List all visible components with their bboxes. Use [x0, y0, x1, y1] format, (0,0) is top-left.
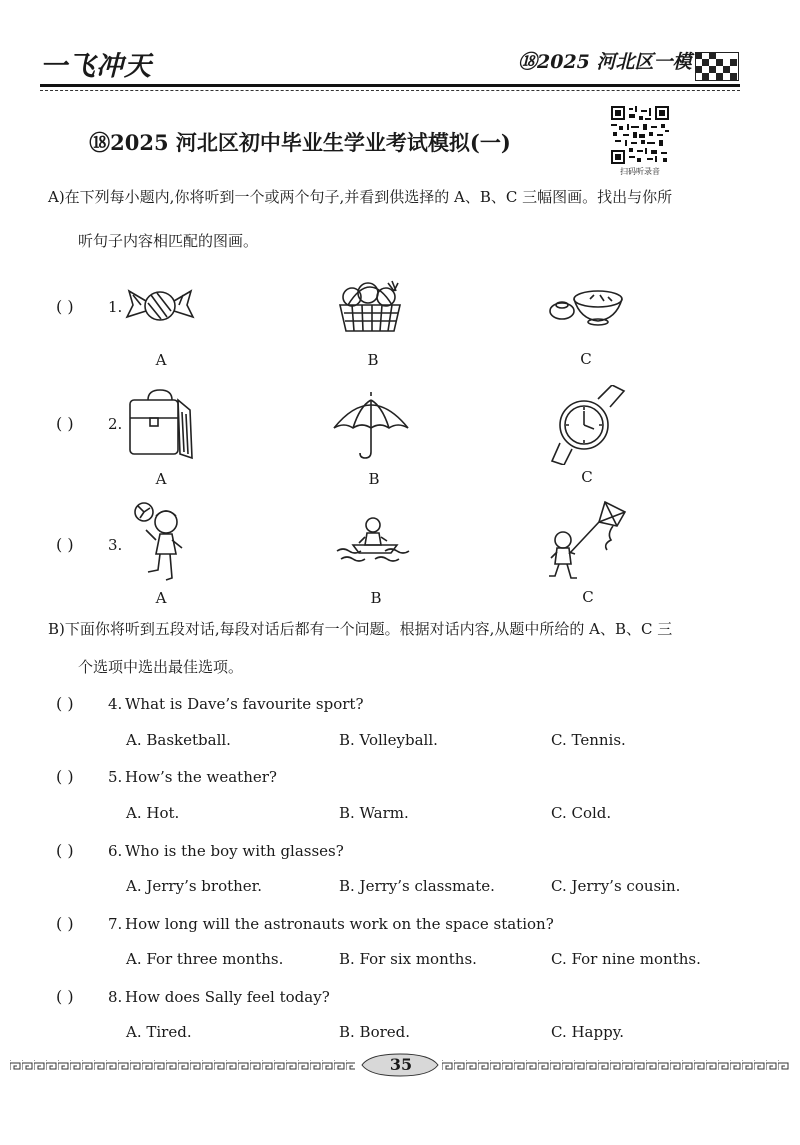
option-label: C: [581, 468, 593, 486]
question-number: 2.: [108, 415, 123, 433]
question-number: 4.: [108, 695, 123, 713]
option-c[interactable]: C. Cold.: [551, 804, 612, 822]
option-label: C: [580, 350, 592, 368]
question-number: 3.: [108, 536, 123, 554]
option-label: A: [155, 589, 167, 607]
option-b[interactable]: B. Jerry’s classmate.: [339, 877, 495, 895]
option-b[interactable]: B. Volleyball.: [339, 731, 438, 749]
boy-football-icon: [130, 500, 194, 584]
section-b-instruction-line2: 个选项中选出最佳选项。: [78, 658, 244, 676]
answer-blank[interactable]: ( ): [56, 535, 74, 554]
header-exam-tag: ⑱2025 河北区一模: [518, 51, 692, 73]
option-c[interactable]: C. Tennis.: [551, 731, 626, 749]
option-b[interactable]: B. Bored.: [339, 1023, 411, 1041]
option-c[interactable]: C. Happy.: [551, 1023, 624, 1041]
option-label: A: [155, 351, 167, 369]
option-b[interactable]: B. Warm.: [339, 804, 409, 822]
option-label: B: [367, 351, 379, 369]
option-label: B: [370, 589, 382, 607]
boy-kite-icon: [547, 500, 629, 582]
answer-blank[interactable]: ( ): [56, 987, 74, 1006]
section-a-instruction-line1: A)在下列每小题内,你将听到一个或两个句子,并看到供选择的 A、B、C 三幅图画。找出与你所: [48, 188, 673, 206]
option-c[interactable]: C. Jerry’s cousin.: [551, 877, 681, 895]
option-a[interactable]: A. Hot.: [126, 804, 180, 822]
question-number: 8.: [108, 988, 123, 1006]
question-number: 1.: [108, 298, 123, 316]
option-a[interactable]: A. Basketball.: [126, 731, 231, 749]
header-rule-dashed: [40, 90, 740, 91]
answer-blank[interactable]: ( ): [56, 767, 74, 786]
option-label: A: [155, 470, 167, 488]
brand-logo: 一飞冲天: [40, 51, 152, 82]
option-b[interactable]: B. For six months.: [339, 950, 477, 968]
candy-icon: [123, 283, 197, 329]
watch-icon: [550, 385, 626, 465]
question-text: How’s the weather?: [125, 768, 277, 786]
qr-caption: 扫码听录音: [620, 167, 660, 176]
page-title: ⑱2025 河北区初中毕业生学业考试模拟(一): [89, 130, 511, 155]
bowl-icon: [546, 285, 626, 327]
section-b-instruction-line1: B)下面你将听到五段对话,每段对话后都有一个问题。根据对话内容,从题中所给的 A、B、C 三: [48, 620, 673, 638]
section-a-instruction-line2: 听句子内容相匹配的图画。: [78, 232, 259, 250]
answer-blank[interactable]: ( ): [56, 414, 74, 433]
umbrella-icon: [330, 392, 412, 460]
option-a[interactable]: A. Jerry’s brother.: [126, 877, 262, 895]
option-label: B: [368, 470, 380, 488]
question-number: 5.: [108, 768, 123, 786]
option-label: C: [582, 588, 594, 606]
option-a[interactable]: A. For three months.: [126, 950, 284, 968]
option-c[interactable]: C. For nine months.: [551, 950, 701, 968]
question-number: 7.: [108, 915, 123, 933]
option-a[interactable]: A. Tired.: [126, 1023, 192, 1041]
header-rule: [40, 84, 740, 87]
checker-decoration-icon: [695, 52, 739, 82]
schoolbag-icon: [122, 388, 198, 462]
page-number: 35: [389, 1055, 413, 1074]
question-text: What is Dave’s favourite sport?: [125, 695, 364, 713]
fruit-basket-icon: [330, 275, 410, 335]
question-number: 6.: [108, 842, 123, 860]
question-text: Who is the boy with glasses?: [125, 842, 344, 860]
question-text: How long will the astronauts work on the space station?: [125, 915, 554, 933]
qr-code-icon[interactable]: [611, 106, 669, 164]
answer-blank[interactable]: ( ): [56, 841, 74, 860]
answer-blank[interactable]: ( ): [56, 297, 74, 316]
boy-boat-icon: [335, 515, 411, 565]
question-text: How does Sally feel today?: [125, 988, 330, 1006]
answer-blank[interactable]: ( ): [56, 694, 74, 713]
answer-blank[interactable]: ( ): [56, 914, 74, 933]
